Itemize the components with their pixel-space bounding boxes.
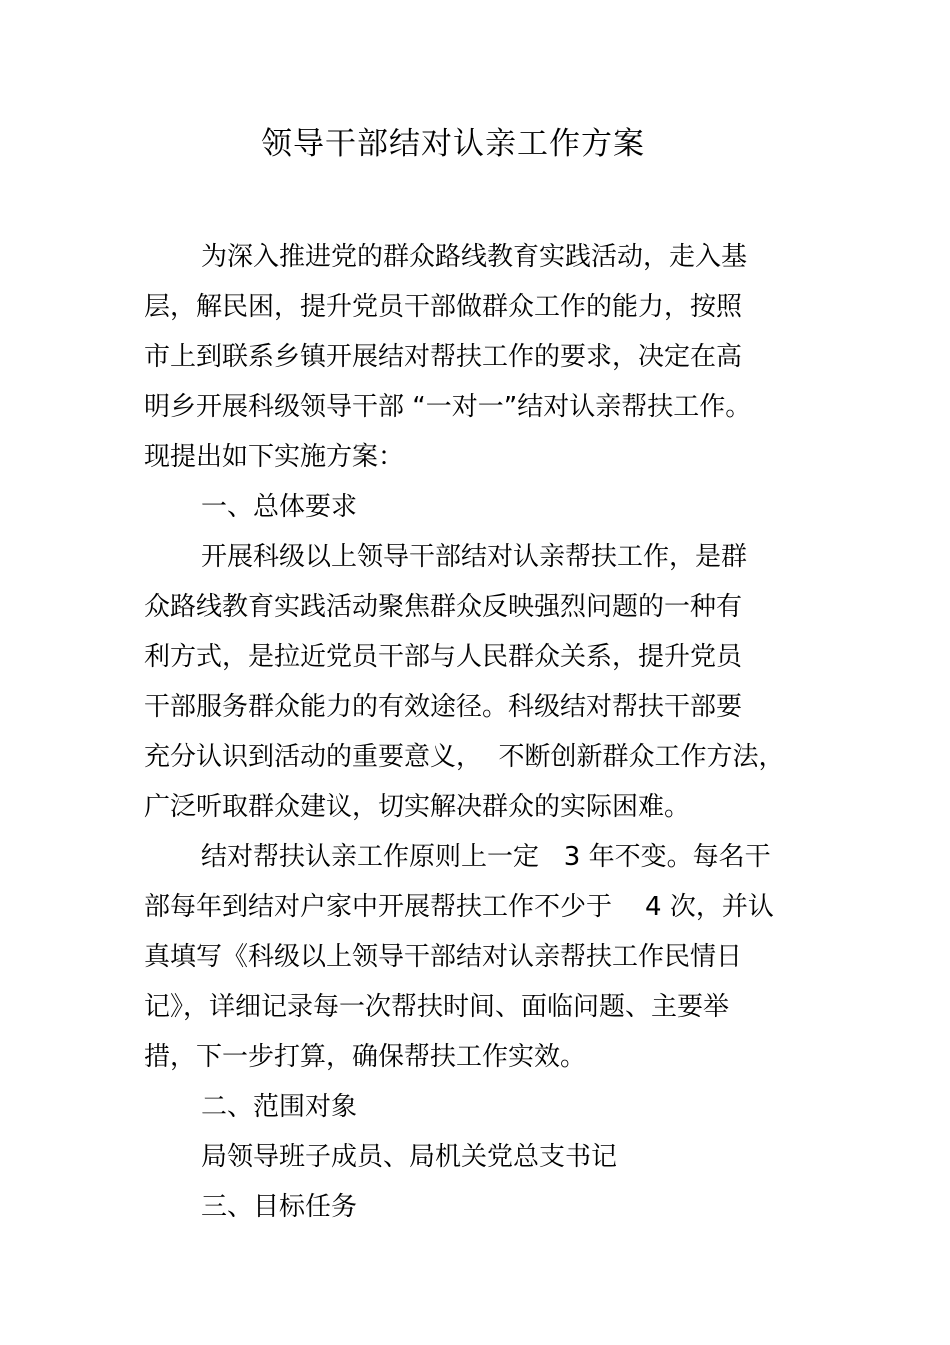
document-title: 领导干部结对认亲工作方案 [261,126,645,162]
paragraph-line: 局领导班子成员、局机关党总支书记 [201,1142,618,1172]
paragraph-line: 开展科级以上领导干部结对认亲帮扶工作，是群 [201,542,748,572]
paragraph-line: 层，解民困，提升党员干部做群众工作的能力，按照 [144,292,743,322]
paragraph-line: 众路线教育实践活动聚焦群众反映强烈问题的一种有 [144,592,743,622]
paragraph-line: 为深入推进党的群众路线教育实践活动，走入基 [201,242,748,272]
paragraph-line: 措，下一步打算，确保帮扶工作实效。 [144,1042,587,1072]
section-heading: 三、目标任务 [201,1192,358,1222]
paragraph-line: 利方式，是拉近党员干部与人民群众关系，提升党员 [144,642,743,672]
paragraph-line: 市上到联系乡镇开展结对帮扶工作的要求，决定在高 [144,342,743,372]
paragraph-line: 广泛听取群众建议，切实解决群众的实际困难。 [144,792,691,822]
paragraph-line: 干部服务群众能力的有效途径。科级结对帮扶干部要 [144,692,743,722]
paragraph-line: 明乡开展科级领导干部 “一对一”结对认亲帮扶工作。 [144,392,752,422]
paragraph-line: 真填写《科级以上领导干部结对认亲帮扶工作民情日 [144,942,743,972]
paragraph-line: 结对帮扶认亲工作原则上一定 3 年不变。每名干 [201,842,771,872]
paragraph-line: 充分认识到活动的重要意义， 不断创新群众工作方法， [144,742,785,772]
section-heading: 一、总体要求 [201,492,358,522]
section-heading: 二、范围对象 [201,1092,358,1122]
paragraph-line: 现提出如下实施方案： [144,442,405,472]
paragraph-line: 记》，详细记录每一次帮扶时间、面临问题、主要举 [144,992,730,1022]
paragraph-line: 部每年到结对户家中开展帮扶工作不少于 4 次，并认 [144,892,774,922]
